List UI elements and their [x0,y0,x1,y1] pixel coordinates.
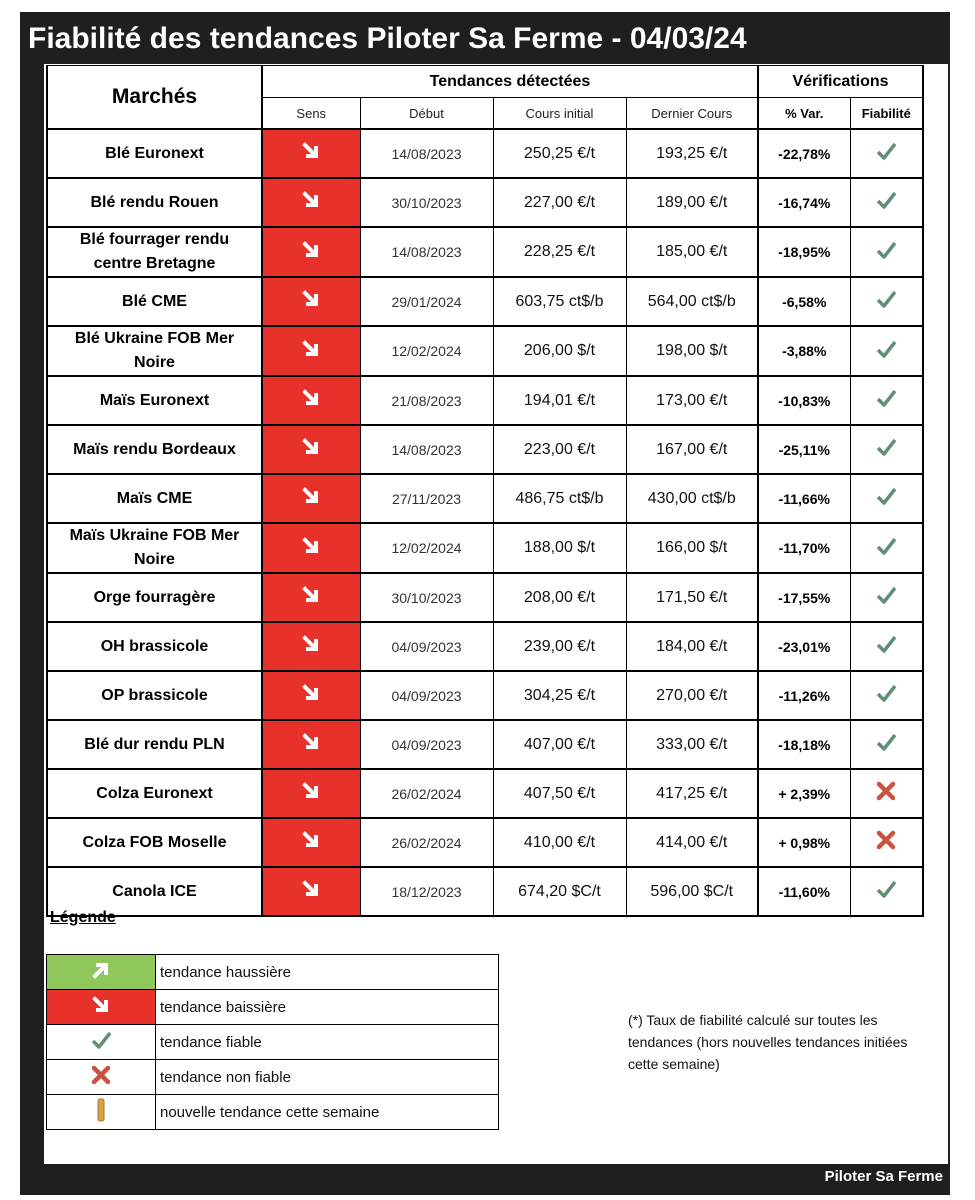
market-name: Maïs CME [47,474,262,523]
legend-table [46,954,499,1130]
table-row [47,867,923,916]
legend-row [47,1060,499,1095]
initial-price: 304,25 €/t [493,671,626,720]
last-price: 596,00 $C/t [626,867,758,916]
start-date: 04/09/2023 [360,671,493,720]
down-arrow-icon [298,533,324,559]
reliability-cell [850,769,923,818]
cross-icon [875,829,897,851]
down-arrow-icon [298,237,324,263]
variation: -17,55% [758,573,850,622]
sens-cell [262,277,360,326]
start-date: 29/01/2024 [360,277,493,326]
table-row [47,818,923,867]
legend-label: nouvelle tendance cette semaine [156,1095,499,1130]
last-price: 198,00 $/t [626,326,758,376]
market-name: Maïs rendu Bordeaux [47,425,262,474]
table-row [47,769,923,818]
down-arrow-icon [298,631,324,657]
legend-label: tendance non fiable [156,1060,499,1095]
start-date: 14/08/2023 [360,129,493,178]
check-icon [875,633,897,655]
check-icon [875,584,897,606]
start-date: 27/11/2023 [360,474,493,523]
start-date: 12/02/2024 [360,523,493,573]
down-arrow-icon [298,434,324,460]
reliability-cell [850,129,923,178]
market-name: OP brassicole [47,671,262,720]
page-title: Fiabilité des tendances Piloter Sa Ferme - 04/03/24 [28,22,747,55]
trends-table [46,65,924,917]
sens-cell [262,769,360,818]
down-arrow-icon [298,286,324,312]
legend-row [47,1095,499,1130]
legend-up-swatch [47,955,156,990]
header-fiabilite: Fiabilité [850,98,923,130]
market-name: Blé Ukraine FOB Mer Noire [47,326,262,376]
start-date: 26/02/2024 [360,818,493,867]
reliability-cell [850,425,923,474]
reliability-cell [850,376,923,425]
header-trends-group: Tendances détectées [262,66,758,98]
start-date: 21/08/2023 [360,376,493,425]
initial-price: 674,20 $C/t [493,867,626,916]
variation: -25,11% [758,425,850,474]
last-price: 189,00 €/t [626,178,758,227]
sens-cell [262,523,360,573]
legend-label: tendance haussière [156,955,499,990]
down-arrow-icon [88,992,114,1018]
table-row [47,326,923,376]
reliability-cell [850,474,923,523]
sens-cell [262,573,360,622]
cross-icon [875,780,897,802]
sens-cell [262,376,360,425]
start-date: 30/10/2023 [360,178,493,227]
reliability-cell [850,227,923,277]
down-arrow-icon [298,483,324,509]
legend-title: Légende [50,909,116,926]
market-name: Orge fourragère [47,573,262,622]
market-name: Blé Euronext [47,129,262,178]
check-icon [875,338,897,360]
sens-cell [262,474,360,523]
sens-cell [262,425,360,474]
start-date: 12/02/2024 [360,326,493,376]
initial-price: 194,01 €/t [493,376,626,425]
up-arrow-icon [88,957,114,983]
market-name: Blé dur rendu PLN [47,720,262,769]
check-icon [875,189,897,211]
table-row [47,523,923,573]
sens-cell [262,818,360,867]
start-date: 04/09/2023 [360,622,493,671]
legend-row [47,955,499,990]
reliability-cell [850,573,923,622]
sens-cell [262,720,360,769]
legend-down-swatch [47,990,156,1025]
check-icon [875,878,897,900]
last-price: 417,25 €/t [626,769,758,818]
market-name: Blé CME [47,277,262,326]
market-name: Canola ICE [47,867,262,916]
variation: -6,58% [758,277,850,326]
start-date: 14/08/2023 [360,425,493,474]
market-name: Colza FOB Moselle [47,818,262,867]
variation: -23,01% [758,622,850,671]
last-price: 193,25 €/t [626,129,758,178]
header-checks-group: Vérifications [758,66,923,98]
check-icon [875,535,897,557]
check-icon [875,485,897,507]
check-icon [875,387,897,409]
header-dernier-cours: Dernier Cours [626,98,758,130]
last-price: 564,00 ct$/b [626,277,758,326]
last-price: 167,00 €/t [626,425,758,474]
check-icon [875,436,897,458]
variation: -16,74% [758,178,850,227]
start-date: 26/02/2024 [360,769,493,818]
market-name: Maïs Ukraine FOB Mer Noire [47,523,262,573]
header-sens: Sens [262,98,360,130]
initial-price: 603,75 ct$/b [493,277,626,326]
start-date: 14/08/2023 [360,227,493,277]
reliability-cell [850,277,923,326]
down-arrow-icon [298,680,324,706]
table-row [47,671,923,720]
table-row [47,277,923,326]
table-row [47,474,923,523]
sens-cell [262,671,360,720]
header-cours-initial: Cours initial [493,98,626,130]
last-price: 270,00 €/t [626,671,758,720]
down-arrow-icon [298,385,324,411]
initial-price: 223,00 €/t [493,425,626,474]
start-date: 04/09/2023 [360,720,493,769]
initial-price: 410,00 €/t [493,818,626,867]
market-name: Blé rendu Rouen [47,178,262,227]
sens-cell [262,129,360,178]
variation: -3,88% [758,326,850,376]
table-row [47,129,923,178]
check-icon [90,1029,112,1051]
sens-cell [262,178,360,227]
initial-price: 486,75 ct$/b [493,474,626,523]
legend-row [47,990,499,1025]
reliability-cell [850,818,923,867]
initial-price: 407,00 €/t [493,720,626,769]
table-row [47,227,923,277]
check-icon [875,288,897,310]
legend-row [47,1025,499,1060]
last-price: 333,00 €/t [626,720,758,769]
sens-cell [262,622,360,671]
variation: -11,66% [758,474,850,523]
reliability-cell [850,867,923,916]
reliability-cell [850,671,923,720]
down-arrow-icon [298,876,324,902]
new-trend-icon [96,1098,106,1122]
last-price: 184,00 €/t [626,622,758,671]
table-row [47,376,923,425]
legend-cross-cell [47,1060,156,1095]
table-row [47,622,923,671]
initial-price: 227,00 €/t [493,178,626,227]
check-icon [875,140,897,162]
check-icon [875,731,897,753]
down-arrow-icon [298,138,324,164]
check-icon [875,239,897,261]
variation: -11,60% [758,867,850,916]
reliability-cell [850,326,923,376]
initial-price: 228,25 €/t [493,227,626,277]
last-price: 171,50 €/t [626,573,758,622]
sens-cell [262,326,360,376]
reliability-note: (*) Taux de fiabilité calculé sur toutes les tendances (hors nouvelles tendances initiées cette semaine) [628,1012,908,1072]
header-markets: Marchés [47,66,262,130]
reliability-cell [850,622,923,671]
variation: -10,83% [758,376,850,425]
table-row [47,425,923,474]
initial-price: 206,00 $/t [493,326,626,376]
initial-price: 407,50 €/t [493,769,626,818]
reliability-cell [850,523,923,573]
initial-price: 208,00 €/t [493,573,626,622]
down-arrow-icon [298,336,324,362]
variation: -18,95% [758,227,850,277]
legend-label: tendance fiable [156,1025,499,1060]
last-price: 185,00 €/t [626,227,758,277]
header-var: % Var. [758,98,850,130]
down-arrow-icon [298,187,324,213]
down-arrow-icon [298,827,324,853]
market-name: OH brassicole [47,622,262,671]
report-sheet [44,64,948,1164]
initial-price: 188,00 $/t [493,523,626,573]
start-date: 30/10/2023 [360,573,493,622]
variation: + 2,39% [758,769,850,818]
variation: -11,26% [758,671,850,720]
table-row [47,573,923,622]
variation: -11,70% [758,523,850,573]
legend-new-cell [47,1095,156,1130]
down-arrow-icon [298,582,324,608]
header-debut: Début [360,98,493,130]
table-row [47,720,923,769]
sens-cell [262,227,360,277]
last-price: 430,00 ct$/b [626,474,758,523]
last-price: 414,00 €/t [626,818,758,867]
down-arrow-icon [298,778,324,804]
last-price: 166,00 $/t [626,523,758,573]
cross-icon [90,1064,112,1086]
variation: -22,78% [758,129,850,178]
sens-cell [262,867,360,916]
table-row [47,178,923,227]
legend-label: tendance baissière [156,990,499,1025]
market-name: Blé fourrager rendu centre Bretagne [47,227,262,277]
variation: + 0,98% [758,818,850,867]
check-icon [875,682,897,704]
legend-check-cell [47,1025,156,1060]
market-name: Maïs Euronext [47,376,262,425]
variation: -18,18% [758,720,850,769]
last-price: 173,00 €/t [626,376,758,425]
market-name: Colza Euronext [47,769,262,818]
start-date: 18/12/2023 [360,867,493,916]
footer-brand: Piloter Sa Ferme [824,1168,943,1185]
initial-price: 250,25 €/t [493,129,626,178]
reliability-cell [850,178,923,227]
reliability-cell [850,720,923,769]
initial-price: 239,00 €/t [493,622,626,671]
down-arrow-icon [298,729,324,755]
